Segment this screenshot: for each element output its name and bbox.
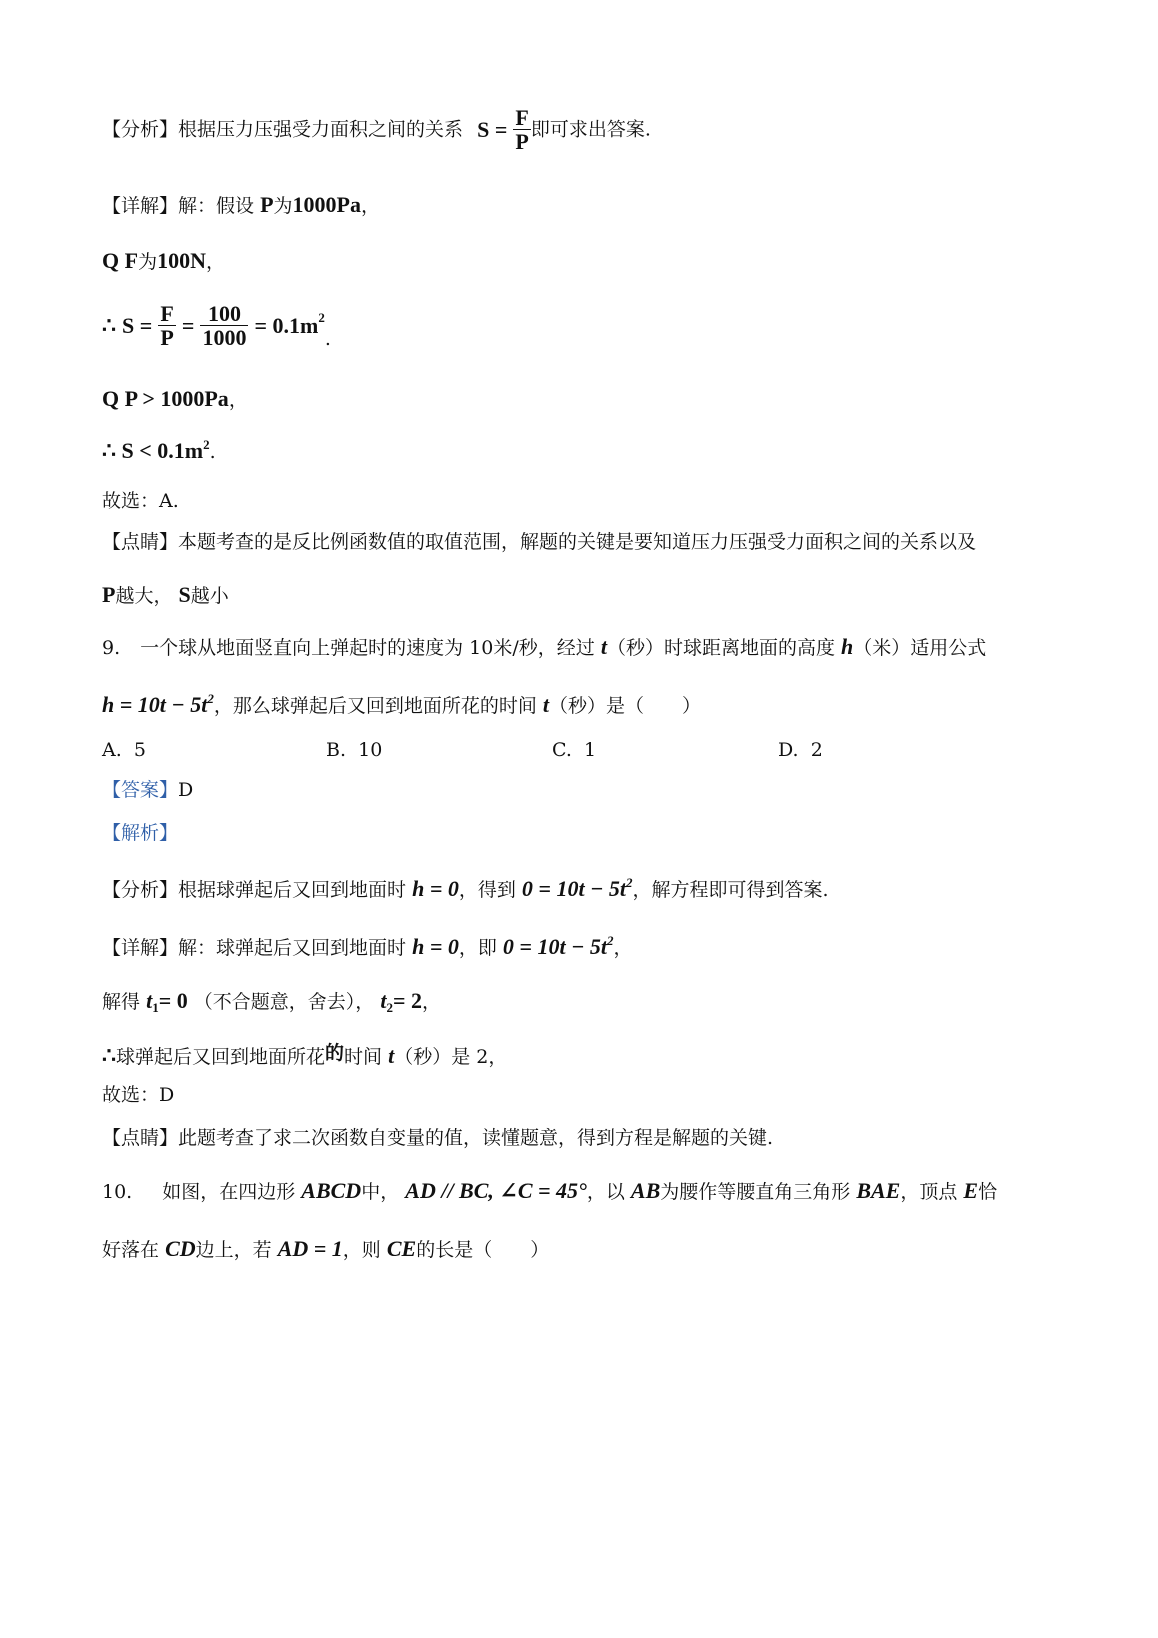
q9-solve-line: 解得 $t_1= 0$ （不合题意，舍去）， $t_2= 2$， — [102, 988, 442, 1015]
q8-s-calc-line: ∴ S = $\frac{F}{P}$ = $\frac{100}{1000}$ = $0.1m^2$. — [102, 301, 331, 351]
q8-analysis-line — [102, 106, 651, 166]
q8-detail-line: 【详解】解：假设 P为1000Pa， — [102, 192, 381, 217]
q9-stem-line2: $h = 10t - 5t^2$，那么球弹起后又回到地面所花的时间 t（秒）是（ ） — [102, 691, 702, 717]
q8-comment-cont: P越大， S越小 — [102, 582, 229, 607]
answer-label: 【答案】 — [102, 779, 179, 801]
analysis-label: 【分析】 — [102, 118, 179, 141]
fraction-f-over-p: $\frac{F}{P}$ — [160, 301, 174, 351]
q9-choice: 故选：D — [102, 1084, 175, 1106]
fraction-100-over-1000: $\frac{100}{1000}$ — [202, 301, 247, 351]
comment-label: 【点睛】 — [102, 531, 179, 553]
q8-choice: 故选：A. — [102, 490, 179, 512]
q9-options — [102, 741, 1002, 765]
analysis-text-after: 即可求出答案. — [530, 118, 651, 141]
answer-value: D — [178, 779, 194, 801]
detail-label: 【详解】 — [102, 195, 179, 217]
q9-comment-line: 【点睛】此题考查了求二次函数自变量的值，读懂题意，得到方程是解题的关键. — [102, 1127, 774, 1149]
q8-s-ineq-line: ∴ $S < 0.1m^2$. — [102, 437, 216, 463]
q8-p-ineq-line: Q P > 1000Pa， — [102, 386, 248, 411]
q8-comment-line: 【点睛】本题考查的是反比例函数值的取值范围，解题的关键是要知道压力压强受力面积之间的关系以及 — [102, 531, 977, 553]
q8-f-line: Q F为100N， — [102, 248, 225, 273]
analysis-text: 根据压力压强受力面积之间的关系 — [178, 118, 464, 141]
q9-analysis-header: 【解析】 — [102, 822, 179, 844]
q9-stem-line1: 9. 一个球从地面竖直向上弹起时的速度为 10米/秒，经过 t（秒）时球距离地面的高度 h（米）适用公式 — [102, 634, 987, 659]
q9-analysis-line: 【分析】根据球弹起后又回到地面时 h = 0，得到 $0 = 10t - 5t^2$，解方程即可得到答案. — [102, 875, 829, 901]
q9-detail-line: 【详解】解：球弹起后又回到地面时 h = 0，即 $0 = 10t - 5t^2$， — [102, 933, 633, 959]
formula-fraction: $\frac{F}{P}$ — [515, 105, 529, 155]
question-number: 10. — [102, 1181, 133, 1203]
question-number: 9. — [102, 637, 121, 659]
q9-conclusion-line: ∴球弹起后又回到地面所花的时间 t（秒）是 2， — [102, 1042, 508, 1068]
formula-lhs: S = — [477, 117, 508, 143]
q9-answer-line — [102, 781, 193, 800]
option-c[interactable]: C. 1 — [552, 739, 597, 761]
option-a[interactable]: A. 5 — [102, 739, 146, 761]
q10-stem-line2: 好落在 CD边上，若 AD = 1，则 CE的长是（ ） — [102, 1236, 550, 1261]
option-d[interactable]: D. 2 — [778, 739, 823, 761]
q10-stem-line1: 10. 如图，在四边形 ABCD中， AD // BC, ∠C = 45°，以 AB为腰作等腰直角三角形 BAE，顶点 E恰 — [102, 1178, 998, 1203]
option-b[interactable]: B. 10 — [326, 739, 383, 761]
